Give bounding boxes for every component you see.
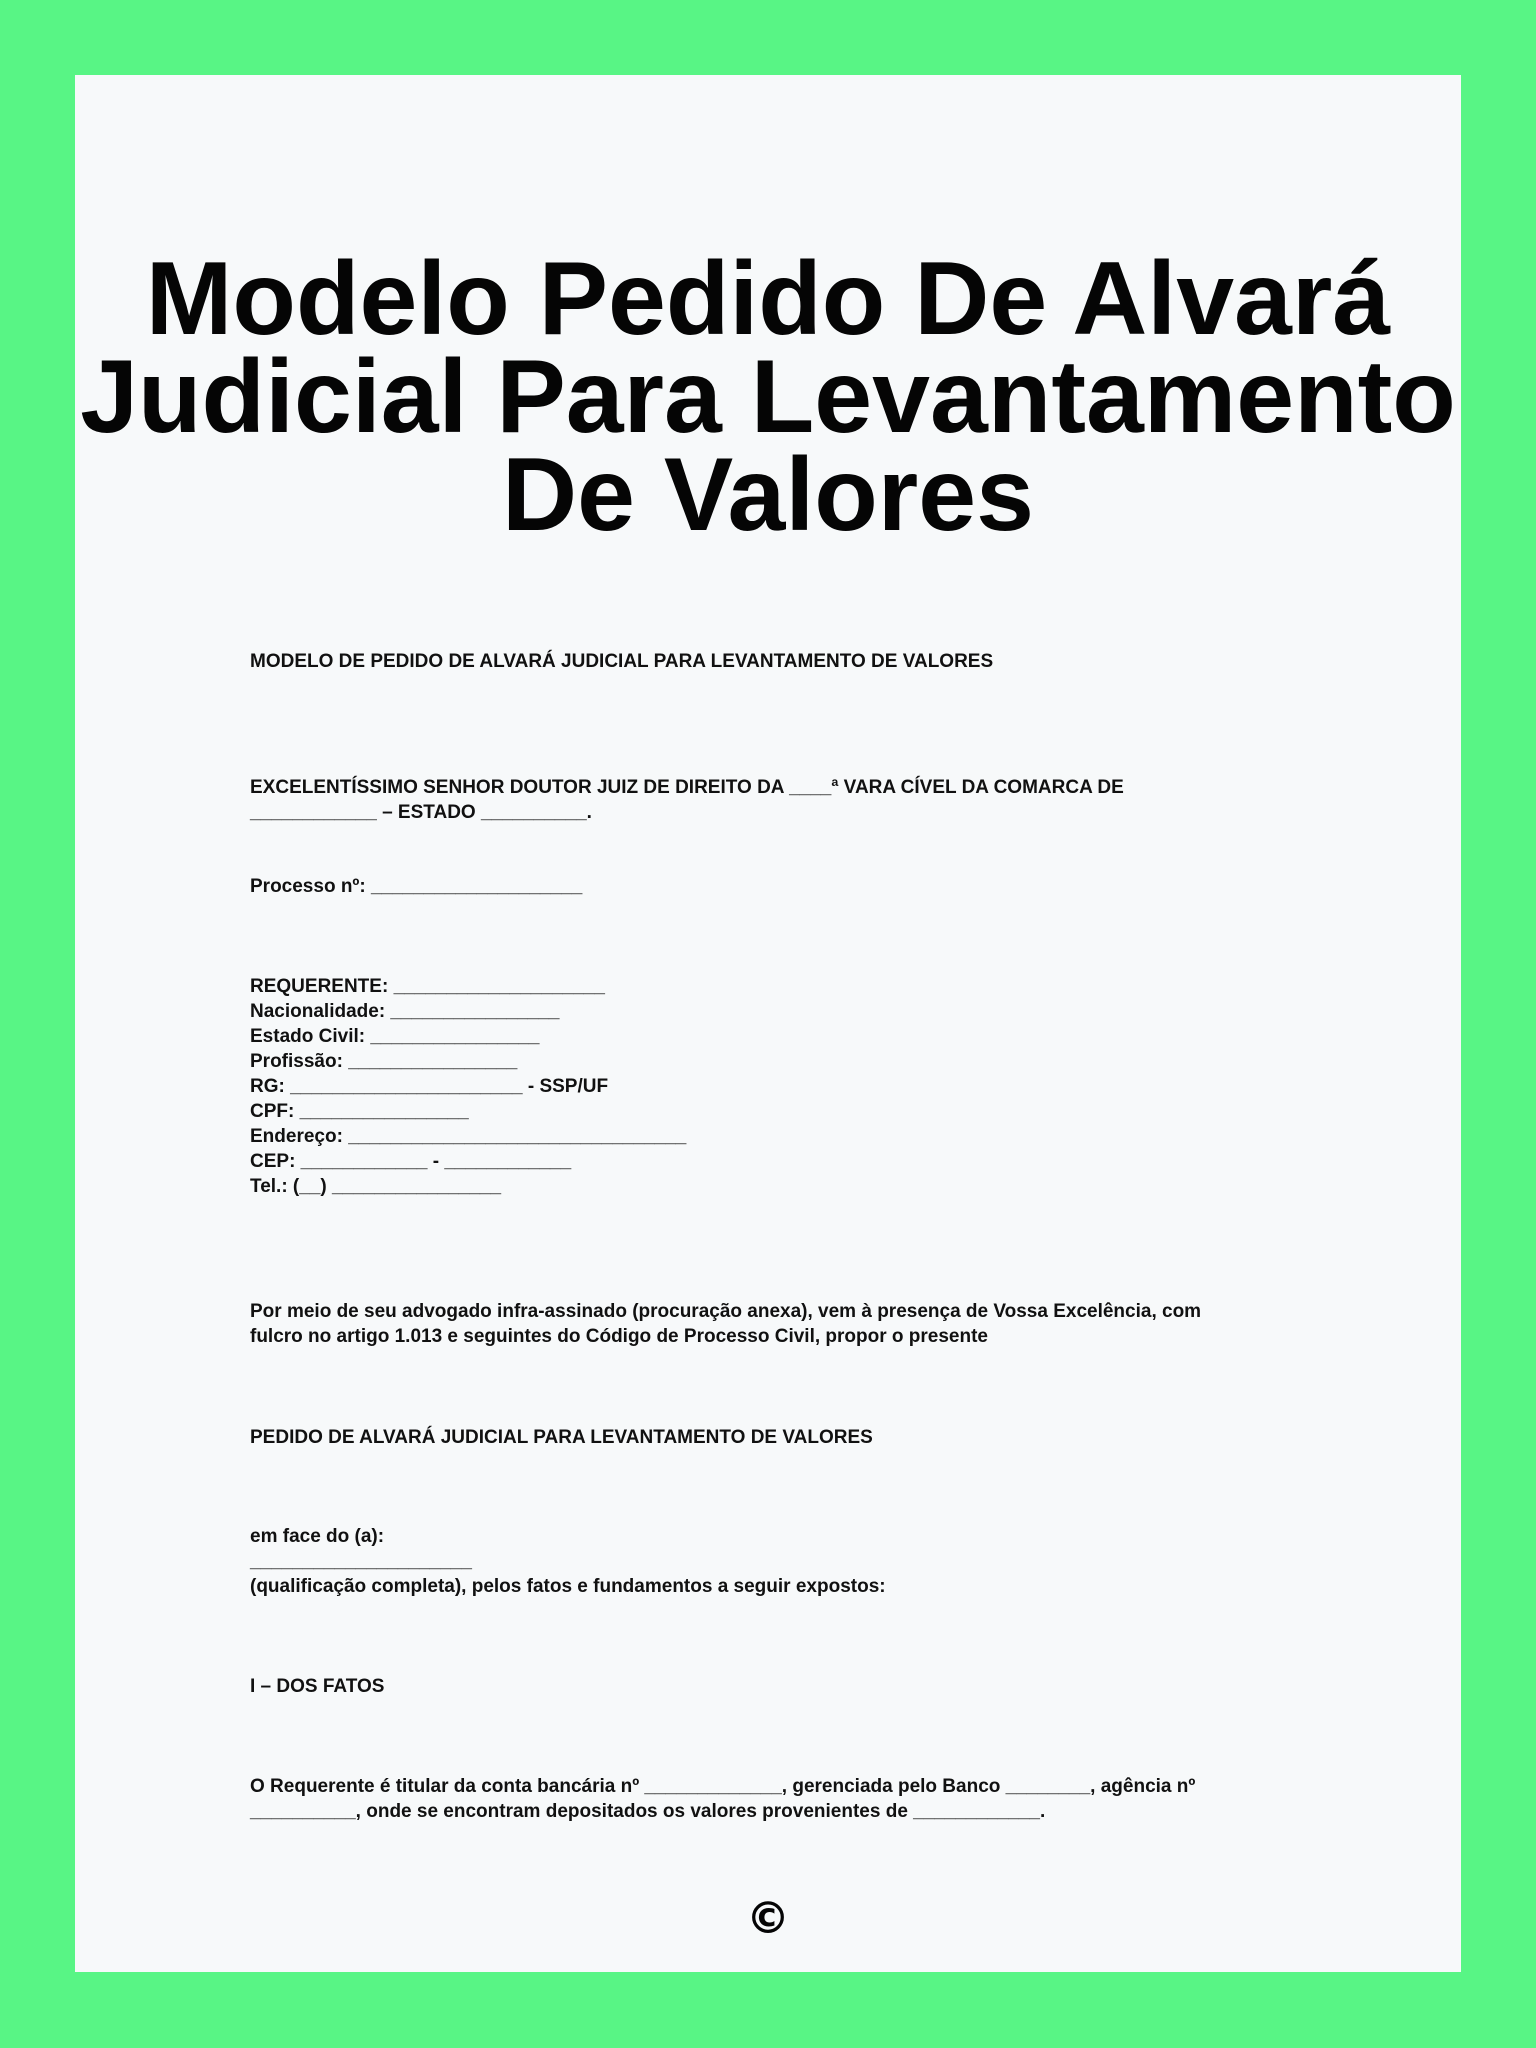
requester-name-line: REQUERENTE: ____________________ (250, 976, 605, 997)
opposing-party-line-1: em face do (a): (250, 1526, 385, 1547)
facts-line-1: O Requerente é titular da conta bancária nº _____________, gerenciada pelo Banco ________, agência nº (250, 1776, 1196, 1797)
copyright-icon: © (746, 1893, 790, 1944)
intro-paragraph (250, 1299, 1280, 1349)
marital-status-line: Estado Civil: ________________ (250, 1026, 540, 1047)
facts-line-2: __________, onde se encontram depositados os valores provenientes de ____________. (250, 1801, 1046, 1822)
intro-line-2: fulcro no artigo 1.013 e seguintes do Código de Processo Civil, propor o presente (250, 1326, 988, 1347)
document-title (75, 241, 1461, 553)
facts-paragraph (250, 1774, 1280, 1824)
request-title: PEDIDO DE ALVARÁ JUDICIAL PARA LEVANTAMENTO DE VALORES (250, 1427, 873, 1448)
phone-line: Tel.: (__) ________________ (250, 1176, 502, 1197)
opposing-party-block (250, 1524, 1280, 1599)
address-line-2: ____________ – ESTADO __________. (250, 802, 592, 823)
document-heading: MODELO DE PEDIDO DE ALVARÁ JUDICIAL PARA LEVANTAMENTO DE VALORES (250, 651, 994, 672)
court-address (250, 775, 1280, 825)
opposing-party-line-2: _____________________ (250, 1551, 472, 1572)
requester-block (250, 974, 1280, 1199)
section-facts-heading: I – DOS FATOS (250, 1676, 385, 1697)
opposing-party-line-3: (qualificação completa), pelos fatos e fundamentos a seguir expostos: (250, 1576, 886, 1597)
intro-line-1: Por meio de seu advogado infra-assinado (procuração anexa), vem à presença de Vossa Excelência, com (250, 1301, 1202, 1322)
title-line-2: Judicial Para Levantamento (80, 339, 1456, 455)
process-number: Processo nº: ____________________ (250, 876, 583, 897)
cep-line: CEP: ____________ - ____________ (250, 1151, 572, 1172)
document-page (75, 75, 1461, 1972)
rg-line: RG: ______________________ - SSP/UF (250, 1076, 609, 1097)
title-line-3: De Valores (502, 437, 1034, 553)
address-line-1: EXCELENTÍSSIMO SENHOR DOUTOR JUIZ DE DIREITO DA ____ª VARA CÍVEL DA COMARCA DE (250, 777, 1124, 798)
nationality-line: Nacionalidade: ________________ (250, 1001, 560, 1022)
title-line-1: Modelo Pedido De Alvará (145, 241, 1391, 357)
profession-line: Profissão: ________________ (250, 1051, 518, 1072)
cpf-line: CPF: ________________ (250, 1101, 469, 1122)
address-line: Endereço: ________________________________ (250, 1126, 687, 1147)
